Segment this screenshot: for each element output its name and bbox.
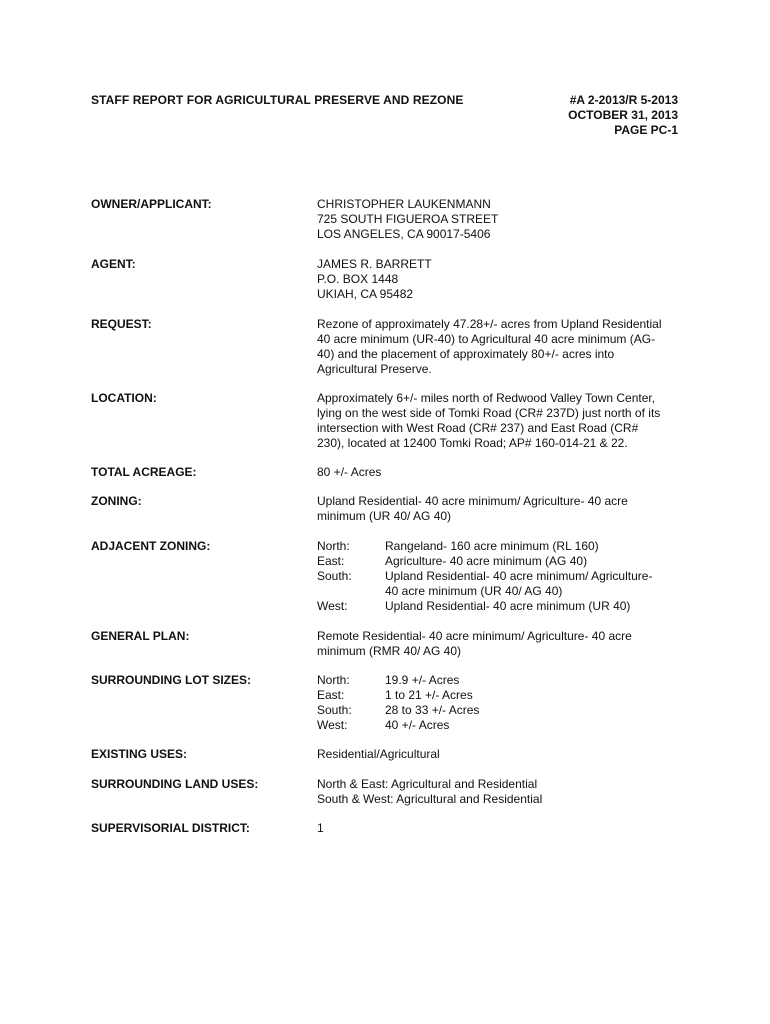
agent-label: AGENT: [91, 257, 136, 271]
report-header-meta [568, 93, 678, 138]
supervisorial-district-label: SUPERVISORIAL DISTRICT: [91, 821, 250, 835]
zoning-description [385, 599, 685, 614]
location-line: 230), located at 12400 Tomki Road; AP# 160-014-21 & 22. [317, 436, 628, 450]
owner-line: CHRISTOPHER LAUKENMANN [317, 197, 491, 211]
zoning-line: Upland Residential- 40 acre minimum/ Agriculture- 40 acre [317, 494, 628, 508]
direction-label: West: [317, 599, 348, 613]
owner-applicant-label: OWNER/APPLICANT: [91, 197, 212, 211]
request-line: Agricultural Preserve. [317, 362, 432, 376]
supervisorial-district-text: 1 [317, 821, 324, 835]
agent-line: JAMES R. BARRETT [317, 257, 432, 271]
surrounding-land-uses-value [317, 777, 687, 807]
direction-label: North: [317, 539, 350, 553]
request-value [317, 317, 687, 377]
owner-applicant-value [317, 197, 687, 242]
zoning-description [385, 539, 685, 554]
zoning-description [385, 569, 685, 599]
agent-value [317, 257, 687, 302]
surrounding-land-uses-label: SURROUNDING LAND USES: [91, 777, 259, 791]
zoning-description [385, 554, 685, 569]
total-acreage-text: 80 +/- Acres [317, 465, 382, 479]
lot-size: 40 +/- Acres [385, 718, 450, 732]
location-line: lying on the west side of Tomki Road (CR# 237D) just north of its [317, 406, 661, 420]
surrounding-lot-sizes-label: SURROUNDING LOT SIZES: [91, 673, 252, 687]
request-line: 40 acre minimum (UR-40) to Agricultural 40 acre minimum (AG- [317, 332, 656, 346]
direction-label: South: [317, 703, 352, 717]
report-title: STAFF REPORT FOR AGRICULTURAL PRESERVE AND REZONE [91, 93, 464, 107]
direction-label: East: [317, 688, 345, 702]
existing-uses-value [317, 747, 687, 762]
direction-label: East: [317, 554, 345, 568]
report-date: OCTOBER 31, 2013 [568, 108, 678, 122]
general-plan-label: GENERAL PLAN: [91, 629, 190, 643]
adjacent-zoning-value [317, 539, 687, 614]
direction-label: South: [317, 569, 352, 583]
adjacent-zoning-label: ADJACENT ZONING: [91, 539, 211, 553]
page-number: PAGE PC-1 [614, 123, 678, 137]
direction-label: West: [317, 718, 348, 732]
zoning-line: minimum (UR 40/ AG 40) [317, 509, 452, 523]
owner-line: 725 SOUTH FIGUEROA STREET [317, 212, 499, 226]
surrounding-lot-sizes-value [317, 673, 687, 733]
location-value [317, 391, 687, 451]
general-plan-line: Remote Residential- 40 acre minimum/ Agriculture- 40 acre [317, 629, 632, 643]
request-label: REQUEST: [91, 317, 152, 331]
general-plan-line: minimum (RMR 40/ AG 40) [317, 644, 462, 658]
request-line: 40) and the placement of approximately 80+/- acres into [317, 347, 615, 361]
lot-size: 1 to 21 +/- Acres [385, 688, 473, 702]
zoning-description-line: Agriculture- 40 acre minimum (AG 40) [385, 554, 588, 568]
location-label: LOCATION: [91, 391, 157, 405]
general-plan-value [317, 629, 687, 659]
total-acreage-label: TOTAL ACREAGE: [91, 465, 197, 479]
zoning-label: ZONING: [91, 494, 142, 508]
location-line: Approximately 6+/- miles north of Redwood Valley Town Center, [317, 391, 656, 405]
existing-uses-label: EXISTING USES: [91, 747, 188, 761]
zoning-description-line: Upland Residential- 40 acre minimum (UR 40) [385, 599, 631, 613]
direction-label: North: [317, 673, 350, 687]
total-acreage-value [317, 465, 687, 480]
agent-line: P.O. BOX 1448 [317, 272, 399, 286]
lot-size: 19.9 +/- Acres [385, 673, 460, 687]
supervisorial-district-value [317, 821, 687, 836]
zoning-value [317, 494, 687, 524]
lot-size: 28 to 33 +/- Acres [385, 703, 480, 717]
zoning-description-line: 40 acre minimum (UR 40/ AG 40) [385, 584, 563, 598]
zoning-description-line: Upland Residential- 40 acre minimum/ Agriculture- [385, 569, 653, 583]
land-use-line: North & East: Agricultural and Residential [317, 777, 538, 791]
owner-line: LOS ANGELES, CA 90017-5406 [317, 227, 491, 241]
land-use-line: South & West: Agricultural and Residential [317, 792, 543, 806]
zoning-description-line: Rangeland- 160 acre minimum (RL 160) [385, 539, 599, 553]
location-line: intersection with West Road (CR# 237) and East Road (CR# [317, 421, 639, 435]
case-number: #A 2-2013/R 5-2013 [569, 93, 678, 107]
request-line: Rezone of approximately 47.28+/- acres from Upland Residential [317, 317, 662, 331]
existing-uses-text: Residential/Agricultural [317, 747, 440, 761]
agent-line: UKIAH, CA 95482 [317, 287, 414, 301]
